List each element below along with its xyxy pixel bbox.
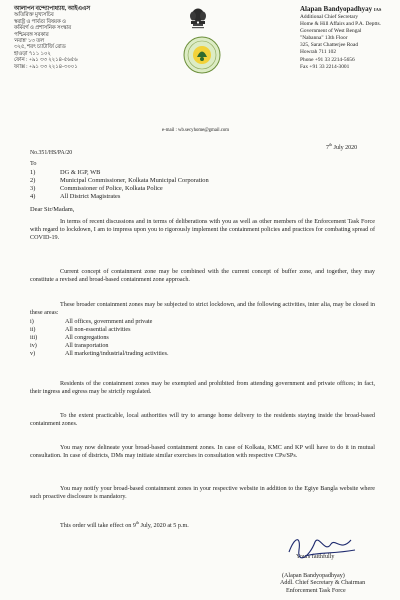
- body-paragraph: You may notify your broad-based containment zones in your respective website in addition to the Egiye Bangla website where such proactive disclosure is mandatory.: [30, 486, 375, 500]
- letterhead-bengali-line: 'নবান্ন' ১৩ তল: [14, 38, 45, 45]
- signatory-title: Addl. Chief Secretary & Chairman: [280, 580, 366, 587]
- letterhead-bengali-line: কর্মিবর্গ ও প্রশাসনিক সংস্কার: [14, 25, 72, 32]
- letterhead-line: Additional Chief Secretary: [300, 14, 359, 20]
- memo-number: No.351/HS/PA/20: [30, 150, 73, 156]
- salutation: Dear Sir/Madam,: [30, 206, 75, 213]
- letterhead-bengali-line: ফ্যাক্স : +৯১ ৩৩ ২২১৪-৩০০১: [14, 63, 78, 70]
- body-paragraph: In terms of recent discussions and in terms of deliberations with you as well as other members of the Enforcement Task Force with regard to lockdown, I am to impress upon you to rigorously implement the containment policies and practices for combating spread of COVID-19.: [30, 219, 375, 241]
- letterhead-line: Home & Hill Affairs and P.A. Deptts.: [300, 21, 381, 28]
- signatory-title: Enforcement Task Force: [286, 587, 346, 594]
- government-seal-icon: [183, 36, 221, 74]
- letterhead-name: Alapan Bandyopadhyay IAS: [300, 5, 382, 13]
- letterhead-line: Howrah 711 102: [300, 49, 337, 56]
- letterhead-line: Fax +91 33 2214-3001: [300, 63, 350, 70]
- body-paragraph: Residents of the containment zones may be exempted and prohibited from attending government and private offices; in fact, their ingress and egress may be strictly regulated.: [30, 381, 375, 395]
- letterhead-bengali-line: হাওড়া ৭১১ ১০২: [14, 50, 51, 57]
- letterhead-line: "Nabanna" 13th Floor: [300, 35, 348, 42]
- body-paragraph: You may now delineate your broad-based containment zones. In case of Kolkata, KMC and KP will have to do it in mutual consultation. In case of districts, DMs may initiate similar exercises in consultation with respective CPs/SPs.: [30, 445, 375, 459]
- letterhead-line: Government of West Bengal: [300, 28, 362, 35]
- closing-block: [280, 550, 390, 595]
- signatory-name: (Alapan Bandyopadhyay): [282, 572, 345, 579]
- letterhead-line: 325, Sarat Chatterjee Road: [300, 42, 359, 49]
- body-paragraph: To the extent practicable, local authorities will try to arrange home delivery to the residents staying inside the broad-based containment zones.: [30, 413, 375, 427]
- letterhead-line: Phone +91 33 2214-5656: [300, 56, 355, 63]
- letterhead-bengali-name: আলাপন বন্দ্যোপাধ্যায়, আইএএস: [14, 6, 91, 12]
- to-label: To: [30, 160, 37, 167]
- body-paragraph: These broader containment zones may be subjected to strict lockdown, and the following activities, inter alia, may be closed in these areas:: [30, 302, 375, 316]
- letter-date: 7th July 2020: [326, 142, 358, 151]
- letterhead-bengali-line: অতিরিক্ত মুখ্যসচিব: [14, 12, 54, 19]
- letter-page: আলাপন বন্দ্যোপাধ্যায়, আইএএস অতিরিক্ত মুখ্যসচিব স্বরাষ্ট্র ও পার্বত্য বিষয়ক ও কর্মিবর্গ ও প্রশাসনিক সংস্কার পশ্চিমবঙ্গ সরকার 'নবান্ন' ১৩ তল ৩২৫, শরৎ চ্যাটার্জি রোড হাওড়া ৭১১ ১০২ ফোন : +৯১ ৩৩ ২২১৪-৫৬৫৬ ফ্যাক্স : +৯১ ৩৩ ২২১৪-৩০০১ Alapan Bandyopadhyay IAS Additional Chief Secretary Home & Hill Affairs and P.A. Deptts. Government of West Bengal "Nabanna" 13th Floor 325, Sarat Chatterjee Road Howrah 711 102 Phone +91 33 2214-5656 Fax +91 33 2214-3001 e-mail : wb.secyhome@gmail.com 7th July 2020 No.351/HS/PA/20 To 1) DG & IGP, WB 2) Municipal Commissioner, Kolkata Municipal Corporation 3) Commissioner of Police, Kolkata Police 4) All District Magistrates Dear Sir/Madam, In terms of recent discussions and in terms of deliberations with you as well as other members of the Enforcement Task Force with regard to lockdown, I am to impress upon you to rigorously implement the containment policies and practices for combating spread of COVID-19. Current concept of containment zone may be combined with the current concept of buffer zone, and together, they may constitute a revised and broad-based containment zone approach. These broader containment zones may be subjected to strict lockdown, and the following activities, inter alia, may be closed in these areas: i) All offices, government and private ii) All non-essential activities iii) All congregations iv) All transportation v) All marketing/industrial/trading activities. Residents of the containment zones may be exempted and prohibited from attending government and private offices; in fact, their ingress and egress may be strictly regulated. To the extent practicable, local authorities will try to arrange home delivery to the residents staying inside the broad-based containment zones. You may now delineate your broad-based containment zones. In case of Kolkata, KMC and KP will have to do it in mutual consultation. In case of districts, DMs may initiate similar exercises in consultation with respective CPs/SPs. You may notify your broad-based containment zones in your respective website in addition to the Egiye Bangla website where such proactive disclosure is mandatory. This order will take effect on 9th July, 2020 at 5 p.m. Yours faithfully (Alapan Bandyopadhyay) Addl. Chief Secretary & Chairman Enforcement Task Force: [0, 0, 400, 600]
- letterhead-bengali-line: ফোন : +৯১ ৩৩ ২২১৪-৫৬৫৬: [14, 57, 78, 64]
- letterhead-bengali-line: স্বরাষ্ট্র ও পার্বত্য বিষয়ক ও: [14, 18, 66, 25]
- email-address: e-mail : wb.secyhome@gmail.com: [162, 128, 230, 133]
- letterhead-bengali: [14, 6, 129, 70]
- sign-off: Yours faithfully: [296, 554, 335, 560]
- letterhead-english: [300, 5, 400, 71]
- signature-icon: [285, 532, 365, 562]
- national-emblem-icon: [186, 6, 210, 32]
- letterhead-bengali-line: পশ্চিমবঙ্গ সরকার: [14, 31, 49, 38]
- body-paragraph: Current concept of containment zone may be combined with the current concept of buffer zone, and together, they may constitute a revised and broad-based containment zone approach.: [30, 269, 375, 283]
- effective-date-line: This order will take effect on 9th July, 2020 at 5 p.m.: [60, 520, 189, 530]
- letterhead-bengali-line: ৩২৫, শরৎ চ্যাটার্জি রোড: [14, 44, 66, 51]
